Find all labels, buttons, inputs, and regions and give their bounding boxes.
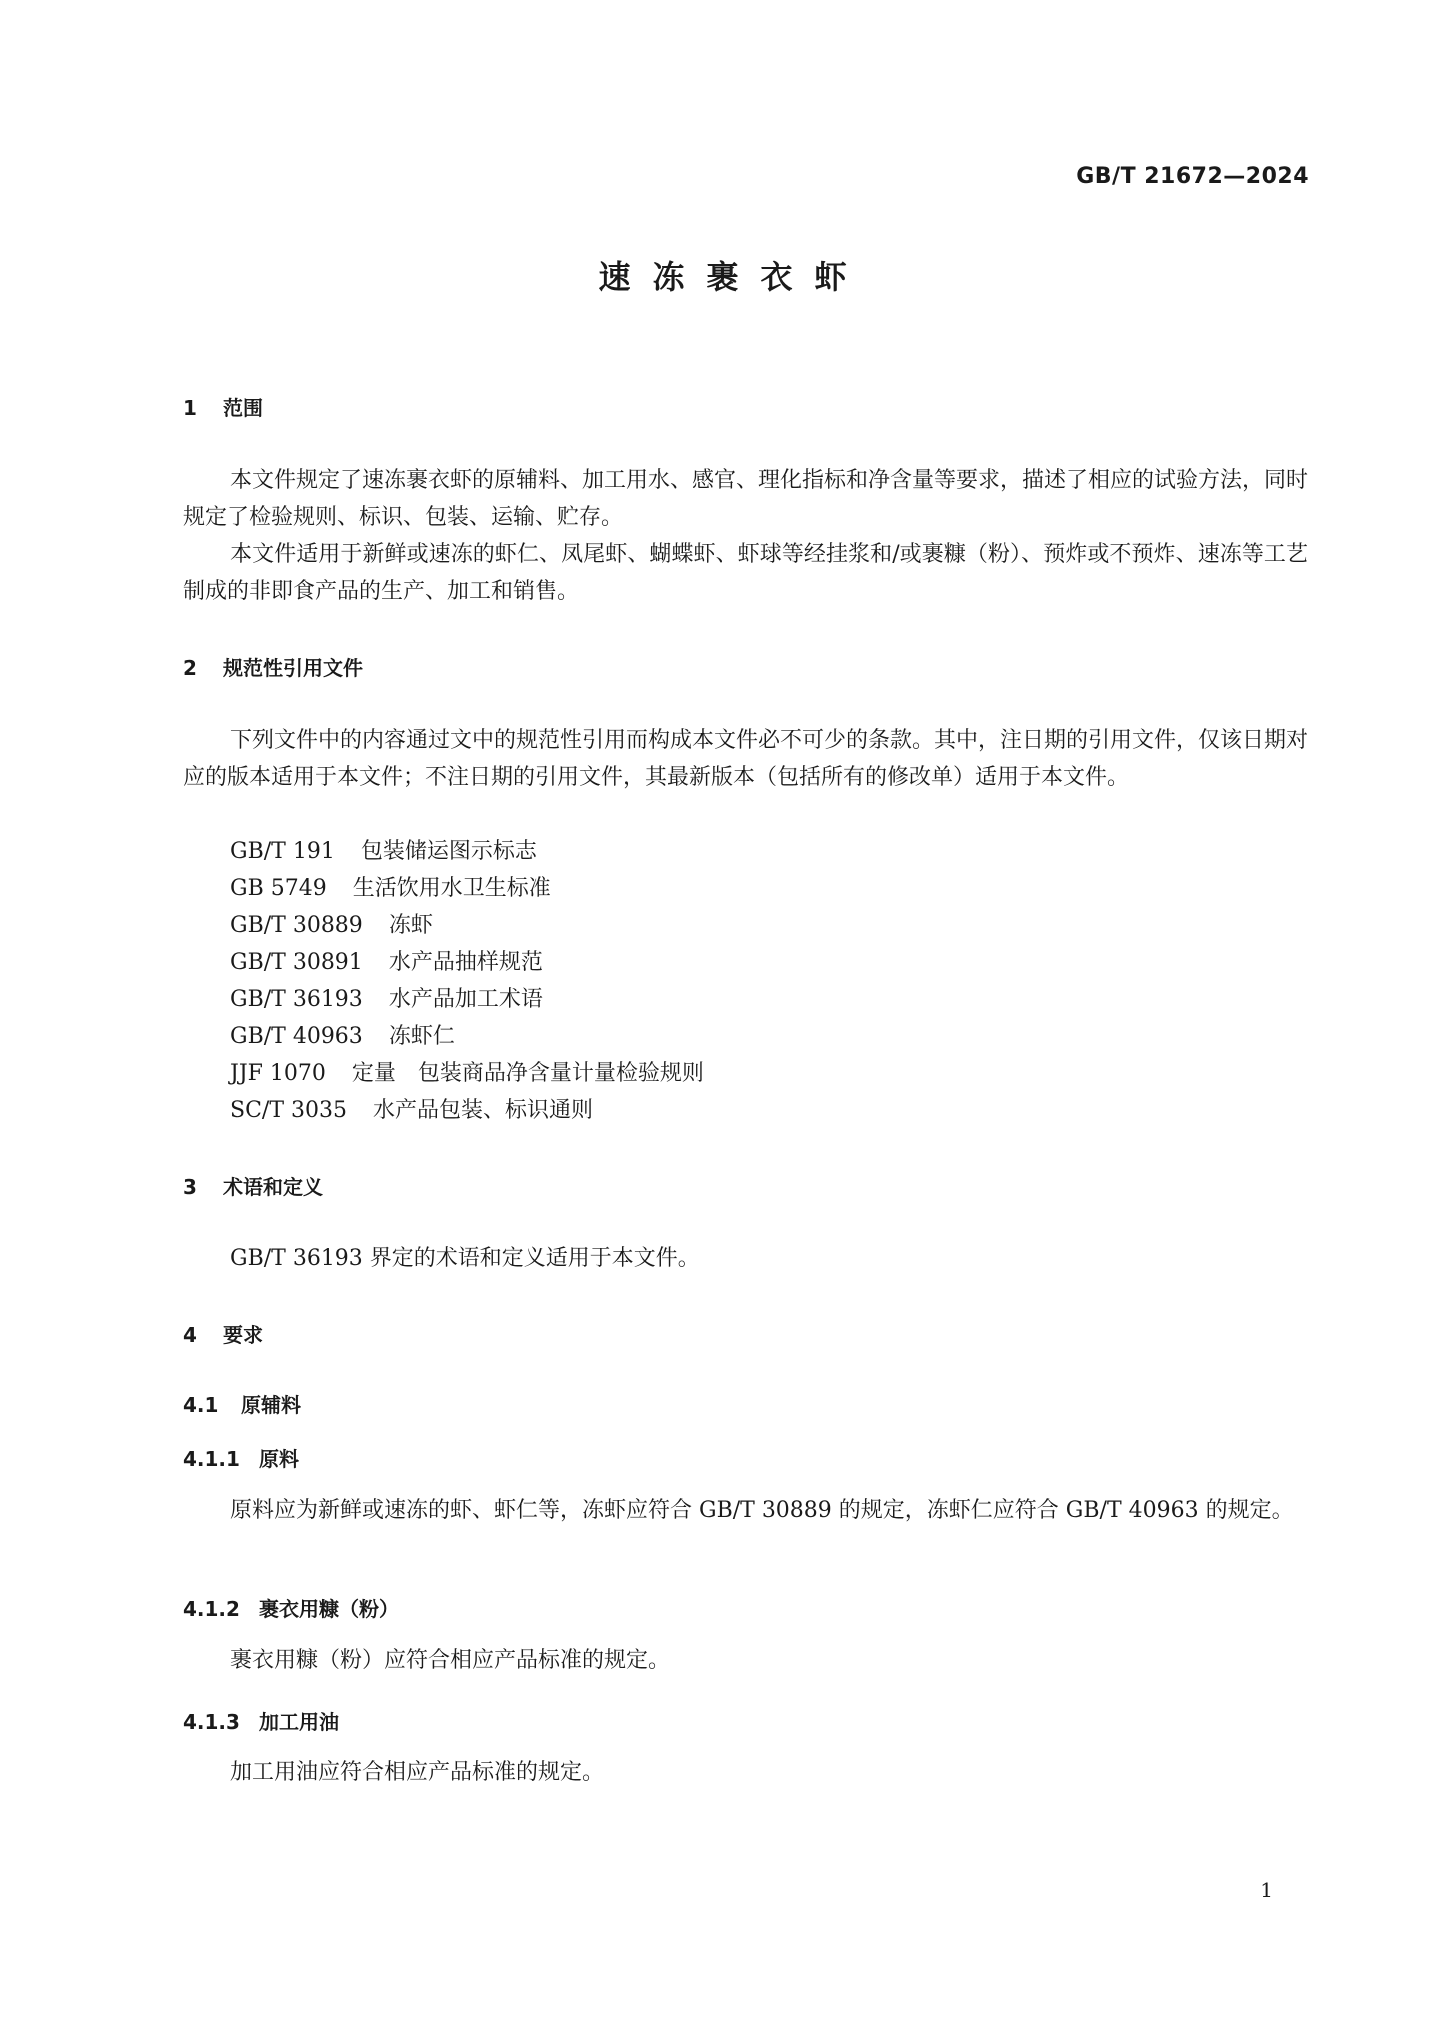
- reference-code: GB/T 30889: [230, 913, 363, 938]
- reference-item: [230, 1055, 704, 1092]
- reference-code: GB 5749: [230, 876, 327, 901]
- section-heading-2: [183, 652, 363, 681]
- section-number: 4.1.2: [183, 1597, 240, 1621]
- section-title: 术语和定义: [223, 1175, 323, 1199]
- section-number: 4.1: [183, 1393, 219, 1417]
- reference-code: GB/T 36193: [230, 987, 363, 1012]
- reference-title: 包装储运图示标志: [360, 839, 537, 864]
- reference-code: GB/T 30891: [230, 950, 363, 975]
- section-number: 4.1.1: [183, 1447, 240, 1471]
- reference-title: 冻虾仁: [388, 1024, 455, 1049]
- reference-code: JJF 1070: [230, 1061, 326, 1086]
- reference-code: GB/T 40963: [230, 1024, 363, 1049]
- reference-item: [230, 833, 537, 870]
- reference-item: [230, 981, 543, 1018]
- subsection-heading-4-1-3: [183, 1706, 339, 1735]
- paragraph-terms: GB/T 36193 界定的术语和定义适用于本文件。: [230, 1246, 700, 1271]
- subsection-heading-4-1-2: [183, 1593, 399, 1622]
- standard-number: GB/T 21672—2024: [1076, 164, 1309, 189]
- section-title: 原辅料: [241, 1393, 301, 1417]
- reference-title: 冻虾: [388, 913, 433, 938]
- subsection-heading-4-1-1: [183, 1443, 299, 1472]
- section-title: 加工用油: [259, 1710, 339, 1734]
- reference-title: 水产品包装、标识通则: [372, 1098, 593, 1123]
- reference-code: SC/T 3035: [230, 1098, 347, 1123]
- section-number: 3: [183, 1175, 197, 1199]
- subsection-heading-4-1: [183, 1389, 301, 1418]
- reference-item: [230, 870, 551, 907]
- reference-code: GB/T 191: [230, 839, 335, 864]
- paragraph-scope-2: 本文件适用于新鲜或速冻的虾仁、凤尾虾、蝴蝶虾、虾球等经挂浆和/或裹糠（粉）、预炸或不预炸、速冻等工艺制成的非即食产品的生产、加工和销售。: [183, 542, 1308, 604]
- section-title: 范围: [223, 396, 263, 420]
- paragraph-coating: 裹衣用糠（粉）应符合相应产品标准的规定。: [230, 1648, 671, 1673]
- reference-item: [230, 944, 543, 981]
- section-number: 1: [183, 396, 197, 420]
- section-number: 4.1.3: [183, 1710, 240, 1734]
- paragraph-scope-1: 本文件规定了速冻裹衣虾的原辅料、加工用水、感官、理化指标和净含量等要求，描述了相应的试验方法，同时规定了检验规则、标识、包装、运输、贮存。: [183, 468, 1309, 530]
- reference-item: [230, 907, 433, 944]
- reference-item: [230, 1018, 455, 1055]
- reference-title: 水产品抽样规范: [388, 950, 543, 975]
- section-title: 裹衣用糠（粉）: [259, 1597, 399, 1621]
- reference-title: 定量 包装商品净含量计量检验规则: [351, 1061, 704, 1086]
- paragraph-normative-refs: 下列文件中的内容通过文中的规范性引用而构成本文件必不可少的条款。其中，注日期的引用文件，仅该日期对应的版本适用于本文件；不注日期的引用文件，其最新版本（包括所有的修改单）适用于本文件。: [183, 728, 1309, 790]
- reference-item: [230, 1092, 593, 1129]
- page-number: 1: [1260, 1878, 1273, 1902]
- reference-title: 生活饮用水卫生标准: [352, 876, 551, 901]
- section-heading-3: [183, 1171, 323, 1200]
- paragraph-raw-material: 原料应为新鲜或速冻的虾、虾仁等，冻虾应符合 GB/T 30889 的规定，冻虾仁应符合 GB/T 40963 的规定。: [230, 1498, 1294, 1523]
- paragraph-processing-oil: 加工用油应符合相应产品标准的规定。: [230, 1760, 605, 1785]
- section-heading-4: [183, 1319, 263, 1348]
- reference-title: 水产品加工术语: [388, 987, 543, 1012]
- section-title: 要求: [223, 1323, 263, 1347]
- section-heading-1: [183, 392, 263, 421]
- section-title: 原料: [259, 1447, 299, 1471]
- document-title: 速冻裹衣虾: [598, 258, 869, 296]
- section-title: 规范性引用文件: [223, 656, 363, 680]
- section-number: 2: [183, 656, 197, 680]
- section-number: 4: [183, 1323, 197, 1347]
